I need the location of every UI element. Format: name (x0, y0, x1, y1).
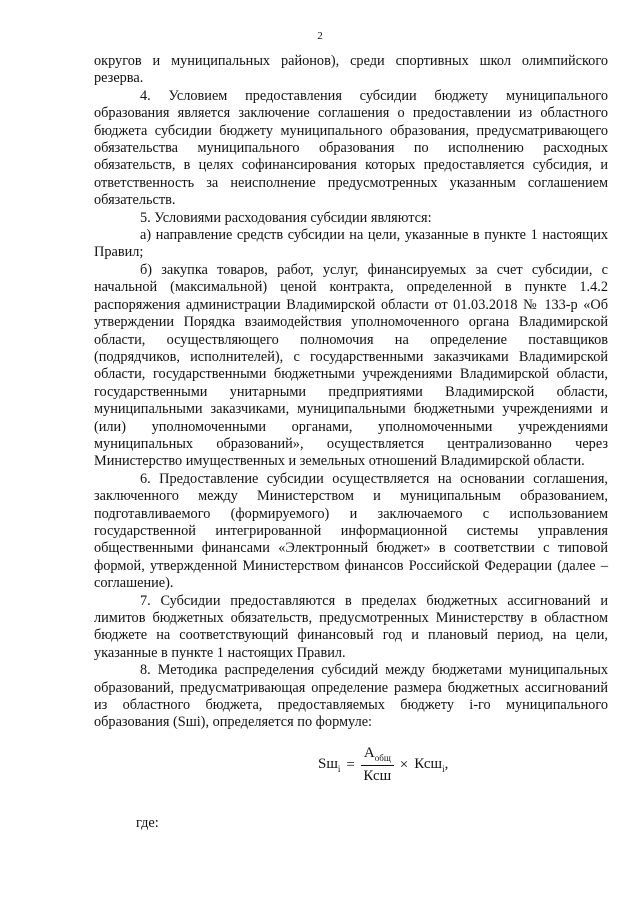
document-body (94, 53, 608, 732)
page-number: 2 (317, 30, 323, 42)
paragraph-5: 5. Условиями расходования субсидии являются: (140, 209, 432, 226)
formula-times: × (399, 756, 409, 773)
formula-lhs: $Sш_i$ (318, 756, 341, 774)
formula-denominator: Ксш (363, 768, 392, 784)
formula-numerator: $A_{общ}$ (361, 745, 394, 766)
paragraph-7: 7. Субсидии предоставляются в пределах бюджетных ассигнований и лимитов бюджетных обязательств, предусмотренных Министерству в областном бюджете на соответствующий финансовый год и плановый период, на цели, указанные в пункте 1 настоящих Правил. (94, 592, 608, 661)
paragraph-5b: б) закупка товаров, работ, услуг, финансируемых за счет субсидии, с начальной (максимальной) ценой контракта, определенной в пункте 1.4.2 распоряжения администрации Владимирской области от 01.03.2018 № 133-р «Об утверждении Порядка взаимодействия уполномоченного органа Владимирской области, осуществляющего полномочия на определение поставщиков (подрядчиков, исполнителей), с государственными заказчиками Владимирской области, государственными бюджетными учреждениями Владимирской области, государственными унитарными предприятиями Владимирской области, муниципальными заказчиками, муниципальными бюджетными учреждениями и (или) уполномоченными органами, уполномоченными учреждениями муниципальных образований», осуществляется централизованно через Министерство имущественных и земельных отношений Владимирской области. (94, 261, 608, 470)
formula-equals: = (346, 756, 355, 773)
allocation-formula (318, 745, 448, 785)
where-label: где: (136, 815, 159, 831)
paragraph-8: 8. Методика распределения субсидий между бюджетами муниципальных образований, предусматривающая определение размера бюджетных ассигнований из областного бюджета, предоставляемых бюджету i-го муниципального образования (Sшi), определяется по формуле: (94, 662, 608, 731)
paragraph-continuation: округов и муниципальных районов), среди спортивных школ олимпийского резерва. (94, 53, 608, 87)
formula-rhs: Ксш$_i$, (414, 756, 449, 774)
paragraph-6: 6. Предоставление субсидии осуществляется на основании соглашения, заключенного между Министерством и муниципальным образованием, подготавливаемого (формируемого) и заключаемого с использованием государственной интегрированной информационной системы управления общественными финансами «Электронный бюджет» в соответствии с типовой формой, утвержденной Министерством финансов Российской Федерации (далее – соглашение). (94, 470, 608, 592)
paragraph-4: 4. Условием предоставления субсидии бюджету муниципального образования является заключение соглашения о предоставлении из областного бюджета субсидии бюджету муниципального образования, предусматривающего обязательства муниципального образования по исполнению расходных обязательств, в целях софинансирования которых предоставляется субсидия, и ответственность за неисполнение предусмотренных указанным соглашением обязательств. (94, 87, 608, 209)
formula-fraction (361, 745, 394, 785)
paragraph-5a: а) направление средств субсидии на цели, указанные в пункте 1 настоящих Правил; (94, 227, 608, 261)
